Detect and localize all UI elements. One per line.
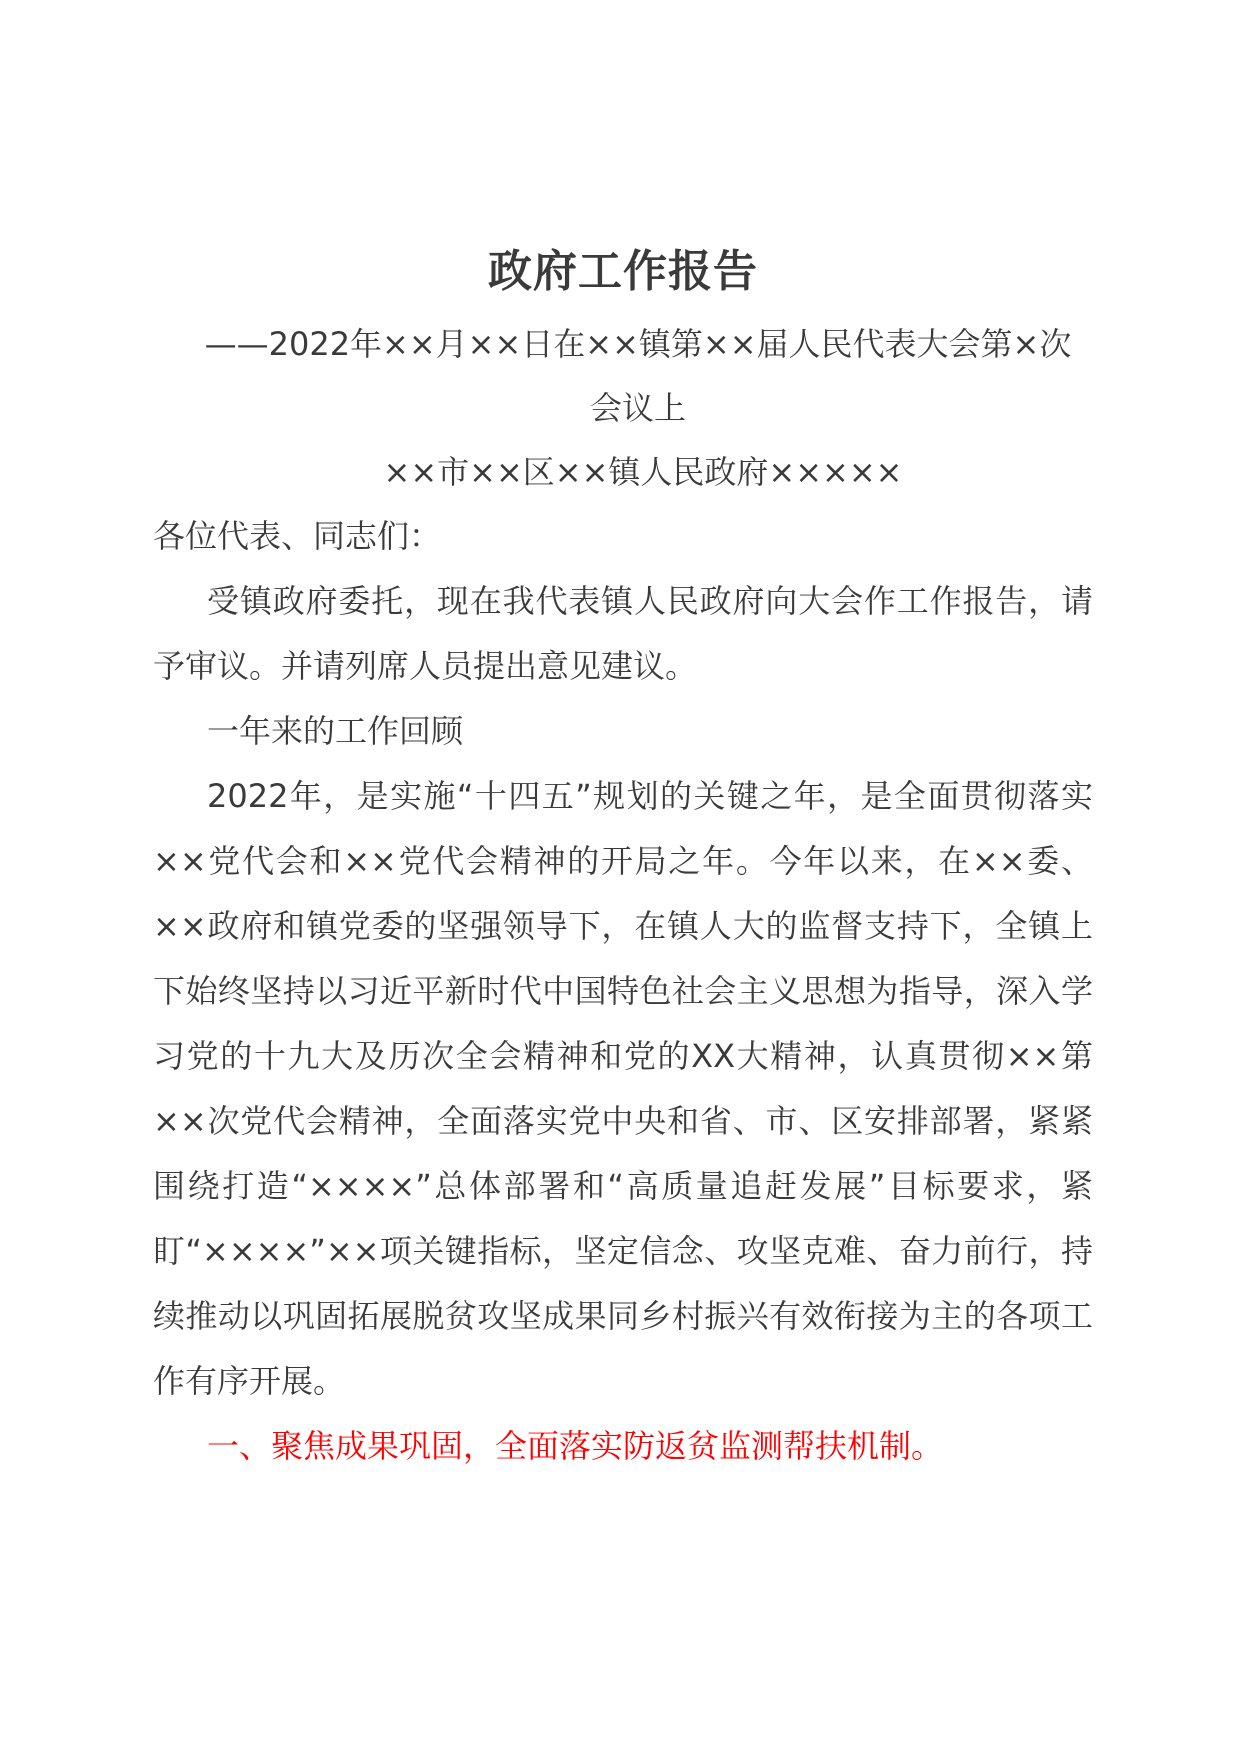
document-subtitle: ——2022年××月××日在××镇第××届人民代表大会第×次会议上 (204, 325, 1072, 427)
issuing-organization: ××市××区××镇人民政府××××× (383, 453, 903, 491)
paragraph-review-body: 2022年，是实施“十四五”规划的关键之年，是全面贯彻落实××党代会和××党代会精神的开局之年。今年以来，在××委、××政府和镇党委的坚强领导下，在镇人大的监督支持下，全镇上下始终坚持以习近平新时代中国特色社会主义思想为指导，深入学习党的十九大及历次全会精神和党的XX大精神，认真贯彻××第××次党代会精神，全面落实党中央和省、市、区安排部署，紧紧围绕打造“××××”总体部署和“高质量追赶发展”目标要求，紧盯“××××”××项关键指标，坚定信念、攻坚克难、奋力前行，持续推动以巩固拓展脱贫攻坚成果同乡村振兴有效衔接为主的各项工作有序开展。 (153, 777, 1093, 1400)
document-body (153, 240, 1093, 1479)
document-title: 政府工作报告 (488, 246, 758, 297)
salutation: 各位代表、同志们： (153, 517, 442, 555)
paragraph-review-heading: 一年来的工作回顾 (207, 712, 464, 750)
paragraph-intro: 受镇政府委托，现在我代表镇人民政府向大会作工作报告，请予审议。并请列席人员提出意见建议。 (153, 582, 1093, 685)
section-heading: 一、聚焦成果巩固，全面落实防返贫监测帮扶机制。 (207, 1427, 944, 1465)
